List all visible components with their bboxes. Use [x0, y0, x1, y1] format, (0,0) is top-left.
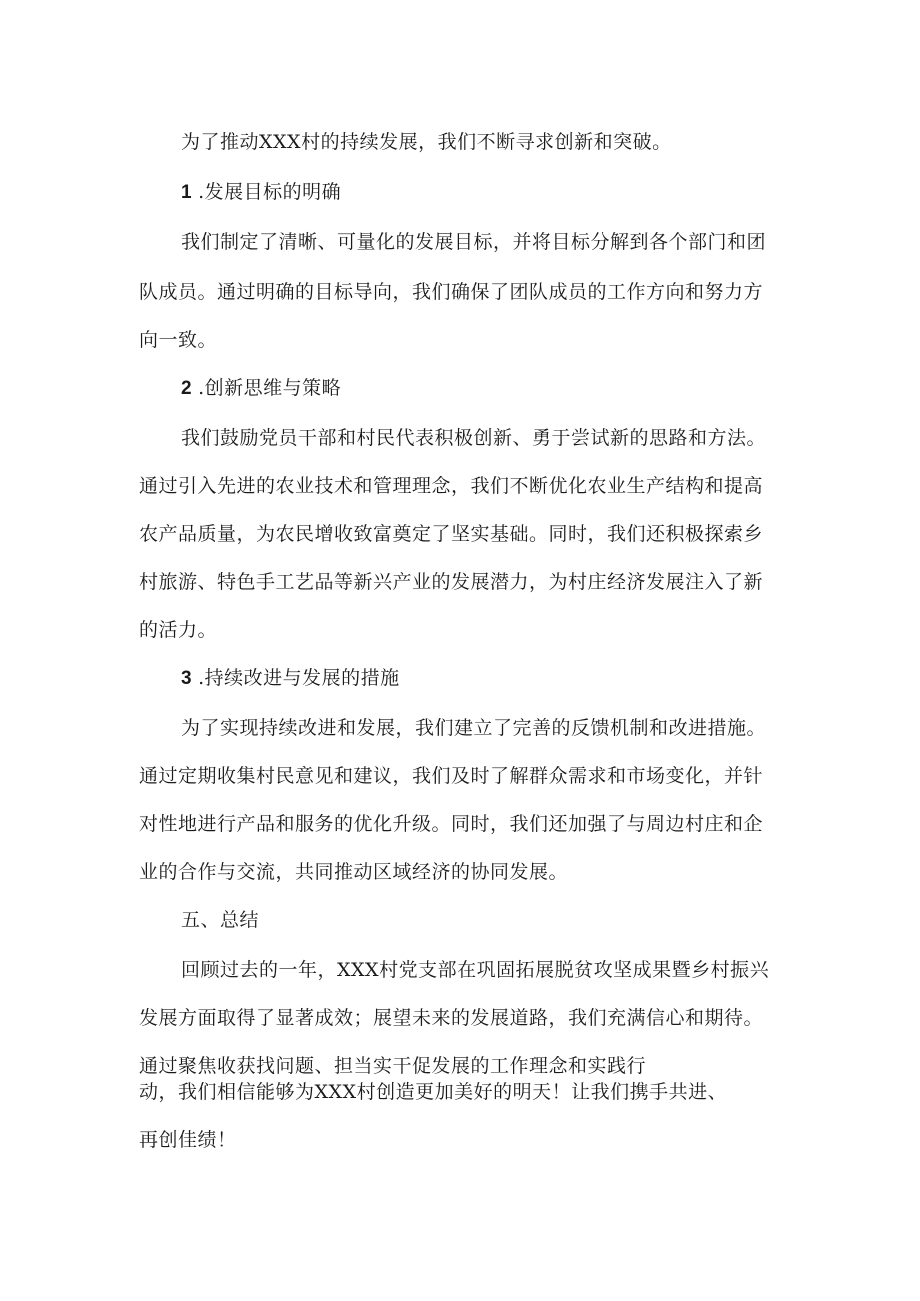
- paragraph-line: 通过定期收集村民意见和建议，我们及时了解群众需求和市场变化，并针: [139, 765, 764, 787]
- section-number: 2: [181, 378, 193, 399]
- section-title: .创新思维与策略: [198, 377, 342, 399]
- section-title: .持续改进与发展的措施: [198, 667, 400, 689]
- paragraph-line: 队成员。通过明确的目标导向，我们确保了团队成员的工作方向和努力方: [139, 281, 764, 303]
- section-1-heading: [181, 180, 341, 205]
- section-number: 3: [181, 668, 193, 689]
- summary-heading: 五、总结: [181, 909, 260, 931]
- paragraph-line: 向一致。: [139, 329, 218, 351]
- section-3-heading: [181, 666, 400, 691]
- section-2-heading: [181, 376, 341, 401]
- paragraph-line: 为了实现持续改进和发展，我们建立了完善的反馈机制和改进措施。: [181, 717, 767, 739]
- section-title: .发展目标的明确: [198, 181, 342, 203]
- paragraph-line: 的活力。: [139, 619, 218, 641]
- paragraph-line: 我们制定了清晰、可量化的发展目标，并将目标分解到各个部门和团: [181, 231, 767, 253]
- section-number: 1: [181, 182, 193, 203]
- paragraph-line: 再创佳绩！: [139, 1129, 237, 1151]
- paragraph-line: 对性地进行产品和服务的优化升级。同时，我们还加强了与周边村庄和企: [139, 813, 764, 835]
- intro-line: 为了推动XXX村的持续发展，我们不断寻求创新和突破。: [181, 131, 672, 153]
- paragraph-line: 村旅游、特色手工艺品等新兴产业的发展潜力，为村庄经济发展注入了新: [139, 571, 764, 593]
- paragraph-line: 通过引入先进的农业技术和管理理念，我们不断优化农业生产结构和提高: [139, 475, 764, 497]
- paragraph-line: 动，我们相信能够为XXX村创造更加美好的明天！让我们携手共进、: [139, 1081, 728, 1103]
- paragraph-line: 农产品质量，为农民增收致富奠定了坚实基础。同时，我们还积极探索乡: [139, 523, 764, 545]
- paragraph-line: 回顾过去的一年，XXX村党支部在巩固拓展脱贫攻坚成果暨乡村振兴: [181, 959, 770, 981]
- paragraph-line: 我们鼓励党员干部和村民代表积极创新、勇于尝试新的思路和方法。: [181, 427, 767, 449]
- paragraph-line: 发展方面取得了显著成效；展望未来的发展道路，我们充满信心和期待。: [139, 1007, 764, 1029]
- paragraph-line: 通过聚焦收获找问题、担当实干促发展的工作理念和实践行: [139, 1055, 647, 1077]
- paragraph-line: 业的合作与交流，共同推动区域经济的协同发展。: [139, 861, 569, 883]
